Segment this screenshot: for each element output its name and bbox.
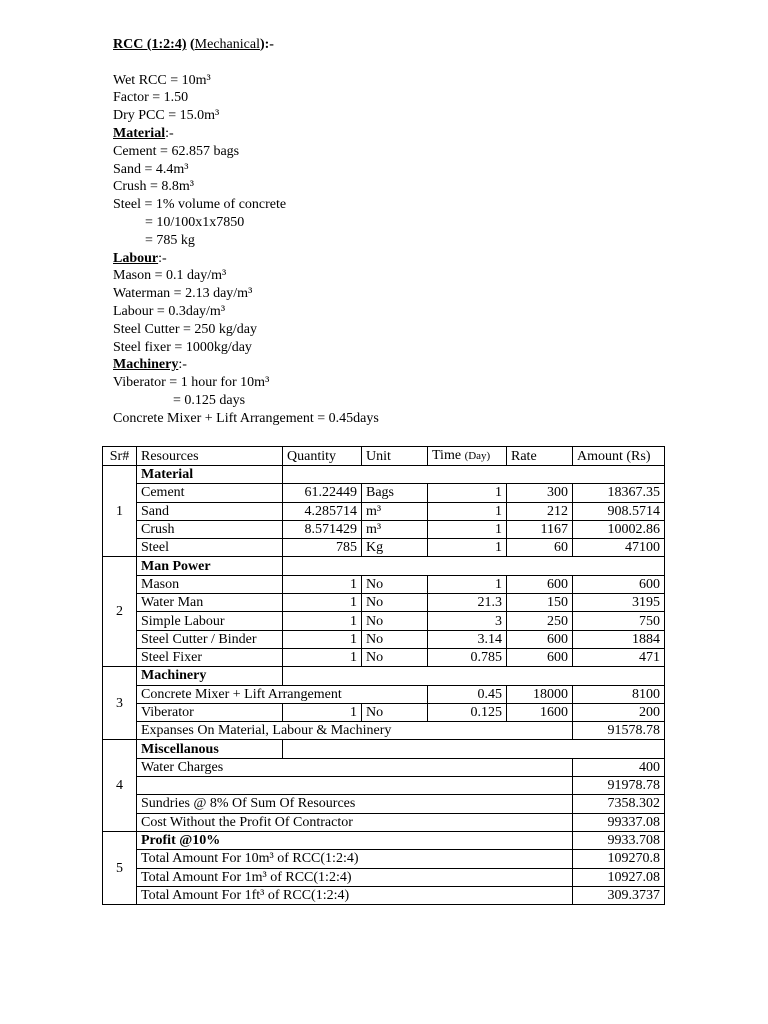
- resource-name: Cement: [137, 484, 283, 502]
- rate-cell: 212: [507, 502, 573, 520]
- table-row: [103, 758, 665, 776]
- table-row: [103, 520, 665, 538]
- quantity-cell: 1: [283, 612, 362, 630]
- resource-name: Total Amount For 10m³ of RCC(1:2:4): [137, 850, 573, 868]
- amount-cell: 200: [573, 703, 665, 721]
- header-quantity: Quantity: [283, 447, 362, 466]
- table-row: [103, 795, 665, 813]
- labour-line: Labour = 0.3day/m³: [113, 303, 226, 319]
- time-cell: 1: [428, 575, 507, 593]
- amount-cell: 10002.86: [573, 520, 665, 538]
- resource-name: Concrete Mixer + Lift Arrangement: [137, 685, 428, 703]
- unit-cell: No: [362, 630, 428, 648]
- material-line: Sand = 4.4m³: [113, 161, 189, 177]
- specification-block: [113, 36, 713, 428]
- table-row: [103, 685, 665, 703]
- resource-name: Water Man: [137, 594, 283, 612]
- material-line: Steel = 1% volume of concrete: [113, 197, 287, 213]
- viberator-days-line: = 0.125 days: [173, 392, 246, 408]
- table-row: [103, 868, 665, 886]
- header-rate: Rate: [507, 447, 573, 466]
- cost-estimate-table: [102, 446, 665, 905]
- amount-cell: 99337.08: [573, 813, 665, 831]
- amount-cell: 750: [573, 612, 665, 630]
- material-line: Crush = 8.8m³: [113, 179, 194, 195]
- labour-line: Waterman = 2.13 day/m³: [113, 286, 253, 302]
- table-row: [103, 557, 665, 575]
- sr-number: 2: [103, 557, 137, 667]
- table-header-row: [103, 447, 665, 466]
- time-cell: 0.785: [428, 648, 507, 666]
- quantity-cell: 61.22449: [283, 484, 362, 502]
- labour-line: Mason = 0.1 day/m³: [113, 268, 227, 284]
- quantity-cell: 1: [283, 594, 362, 612]
- document-title: RCC (1:2:4) (Mechanical):-: [113, 37, 274, 52]
- unit-cell: No: [362, 612, 428, 630]
- rate-cell: 1600: [507, 703, 573, 721]
- sr-number: 3: [103, 667, 137, 740]
- amount-cell: 908.5714: [573, 502, 665, 520]
- amount-cell: 8100: [573, 685, 665, 703]
- table-row: [103, 703, 665, 721]
- resource-name: Expanses On Material, Labour & Machinery: [137, 722, 573, 740]
- resource-name: Steel Fixer: [137, 648, 283, 666]
- unit-cell: No: [362, 648, 428, 666]
- unit-cell: Bags: [362, 484, 428, 502]
- sr-number: 1: [103, 466, 137, 557]
- steel-calc-line: = 10/100x1x7850: [145, 214, 245, 230]
- time-cell: 1: [428, 502, 507, 520]
- quantity-cell: 1: [283, 575, 362, 593]
- material-line: Cement = 62.857 bags: [113, 143, 240, 159]
- empty-cell: [283, 557, 665, 575]
- time-cell: 0.45: [428, 685, 507, 703]
- table-row: [103, 648, 665, 666]
- section-title: Man Power: [137, 557, 283, 575]
- time-cell: 21.3: [428, 594, 507, 612]
- table-row: [103, 722, 665, 740]
- table-row: [103, 502, 665, 520]
- resource-name: Sundries @ 8% Of Sum Of Resources: [137, 795, 573, 813]
- material-heading: Material:-: [113, 125, 174, 141]
- table-row: [103, 740, 665, 758]
- quantity-cell: 8.571429: [283, 520, 362, 538]
- time-cell: 1: [428, 484, 507, 502]
- table-row: [103, 630, 665, 648]
- spacer: [113, 54, 713, 72]
- table-row: [103, 813, 665, 831]
- rate-cell: 1167: [507, 520, 573, 538]
- resource-name: Water Charges: [137, 758, 573, 776]
- amount-cell: 91978.78: [573, 777, 665, 795]
- amount-cell: 400: [573, 758, 665, 776]
- quantity-cell: 1: [283, 703, 362, 721]
- amount-cell: 1884: [573, 630, 665, 648]
- spec-line: Dry PCC = 15.0m³: [113, 108, 220, 124]
- resource-name: Mason: [137, 575, 283, 593]
- section-title: Miscellanous: [137, 740, 283, 758]
- rate-cell: 300: [507, 484, 573, 502]
- unit-cell: No: [362, 703, 428, 721]
- rate-cell: 60: [507, 539, 573, 557]
- rate-cell: 600: [507, 630, 573, 648]
- machinery-line: Viberator = 1 hour for 10m³: [113, 375, 270, 391]
- empty-cell: [283, 740, 665, 758]
- unit-cell: Kg: [362, 539, 428, 557]
- amount-cell: 471: [573, 648, 665, 666]
- amount-cell: 7358.302: [573, 795, 665, 813]
- rate-cell: 150: [507, 594, 573, 612]
- unit-cell: m³: [362, 502, 428, 520]
- table-row: [103, 886, 665, 904]
- header-amount: Amount (Rs): [573, 447, 665, 466]
- mixer-line: Concrete Mixer + Lift Arrangement = 0.45days: [113, 410, 379, 426]
- amount-cell: 9933.708: [573, 831, 665, 849]
- time-cell: 1: [428, 520, 507, 538]
- header-time: Time (Day): [428, 447, 507, 466]
- section-title: Material: [137, 466, 283, 484]
- machinery-heading: Machinery:-: [113, 357, 187, 373]
- amount-cell: 91578.78: [573, 722, 665, 740]
- table-row: [103, 466, 665, 484]
- header-resources: Resources: [137, 447, 283, 466]
- rate-cell: 18000: [507, 685, 573, 703]
- empty-cell: [283, 667, 665, 685]
- time-cell: 1: [428, 539, 507, 557]
- resource-name: Simple Labour: [137, 612, 283, 630]
- resource-name: Total Amount For 1m³ of RCC(1:2:4): [137, 868, 573, 886]
- section-title: Profit @10%: [137, 831, 573, 849]
- table-row: [103, 850, 665, 868]
- rate-cell: 250: [507, 612, 573, 630]
- amount-cell: 109270.8: [573, 850, 665, 868]
- sr-number: 5: [103, 831, 137, 904]
- amount-cell: 600: [573, 575, 665, 593]
- resource-name: Sand: [137, 502, 283, 520]
- unit-cell: m³: [362, 520, 428, 538]
- quantity-cell: 1: [283, 630, 362, 648]
- header-unit: Unit: [362, 447, 428, 466]
- time-cell: 0.125: [428, 703, 507, 721]
- amount-cell: 3195: [573, 594, 665, 612]
- quantity-cell: 1: [283, 648, 362, 666]
- table-row: [103, 484, 665, 502]
- amount-cell: 18367.35: [573, 484, 665, 502]
- table-row: [103, 667, 665, 685]
- steel-calc-line: = 785 kg: [145, 232, 195, 248]
- spec-line: Factor = 1.50: [113, 90, 189, 106]
- resource-name: Cost Without the Profit Of Contractor: [137, 813, 573, 831]
- header-sr: Sr#: [103, 447, 137, 466]
- empty-cell: [137, 777, 573, 795]
- table-row: [103, 575, 665, 593]
- labour-line: Steel fixer = 1000kg/day: [113, 339, 252, 355]
- resource-name: Viberator: [137, 703, 283, 721]
- resource-name: Total Amount For 1ft³ of RCC(1:2:4): [137, 886, 573, 904]
- unit-cell: No: [362, 594, 428, 612]
- table-row: [103, 539, 665, 557]
- section-title: Machinery: [137, 667, 283, 685]
- table-row: [103, 831, 665, 849]
- sr-number: 4: [103, 740, 137, 831]
- table-row: [103, 612, 665, 630]
- resource-name: Steel Cutter / Binder: [137, 630, 283, 648]
- resource-name: Crush: [137, 520, 283, 538]
- time-cell: 3.14: [428, 630, 507, 648]
- table-row: [103, 594, 665, 612]
- spec-line: Wet RCC = 10m³: [113, 72, 211, 88]
- labour-heading: Labour:-: [113, 250, 167, 266]
- rate-cell: 600: [507, 648, 573, 666]
- quantity-cell: 785: [283, 539, 362, 557]
- resource-name: Steel: [137, 539, 283, 557]
- rate-cell: 600: [507, 575, 573, 593]
- unit-cell: No: [362, 575, 428, 593]
- labour-line: Steel Cutter = 250 kg/day: [113, 321, 257, 337]
- amount-cell: 10927.08: [573, 868, 665, 886]
- empty-cell: [283, 466, 665, 484]
- amount-cell: 309.3737: [573, 886, 665, 904]
- table-row: [103, 777, 665, 795]
- time-cell: 3: [428, 612, 507, 630]
- quantity-cell: 4.285714: [283, 502, 362, 520]
- amount-cell: 47100: [573, 539, 665, 557]
